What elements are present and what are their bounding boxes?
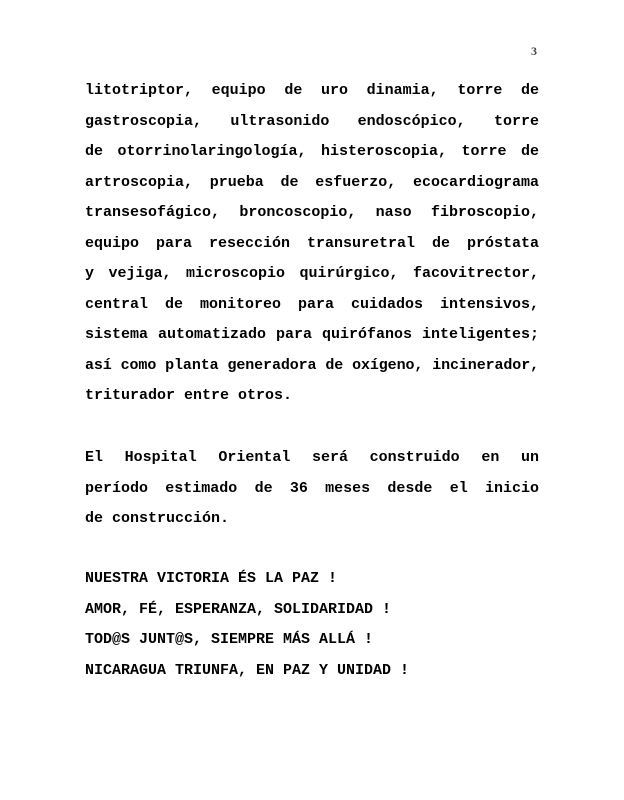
text-line: y vejiga, microscopio quirúrgico, facovitrector,	[85, 265, 539, 282]
slogan-line: NUESTRA VICTORIA ÉS LA PAZ !	[85, 570, 338, 587]
text-line: central de monitoreo para cuidados intensivos,	[85, 295, 539, 313]
slogan-line: TOD@S JUNT@S, SIEMPRE MÁS ALLÁ !	[85, 631, 374, 648]
paragraph-construction-period	[85, 443, 539, 535]
text-line: artroscopia, prueba de esfuerzo, ecocardiograma	[85, 173, 539, 191]
text-line: así como planta generadora de oxígeno, incinerador,	[85, 356, 539, 374]
text-line: período estimado de 36 meses desde el inicio	[85, 479, 539, 497]
text-line: equipo para resección transuretral de próstata	[85, 234, 539, 252]
text-line: El Hospital Oriental será construido en un	[85, 449, 539, 466]
text-line: gastroscopia, ultrasonido endoscópico, torre	[85, 112, 539, 130]
slogan-line: AMOR, FÉ, ESPERANZA, SOLIDARIDAD !	[85, 600, 392, 618]
page-number: 3	[531, 44, 537, 58]
text-line: litotriptor, equipo de uro dinamia, torre de	[85, 82, 539, 99]
slogans-block	[85, 564, 539, 686]
text-line: de construcción.	[85, 510, 230, 527]
slogan-line: NICARAGUA TRIUNFA, EN PAZ Y UNIDAD !	[85, 661, 410, 679]
text-line: triturador entre otros.	[85, 387, 293, 404]
paragraph-equipment-list	[85, 76, 539, 412]
text-line: sistema automatizado para quirófanos inteligentes;	[85, 326, 539, 343]
text-line: de otorrinolaringología, histeroscopia, torre de	[85, 143, 539, 160]
text-line: transesofágico, broncoscopio, naso fibroscopio,	[85, 204, 539, 221]
